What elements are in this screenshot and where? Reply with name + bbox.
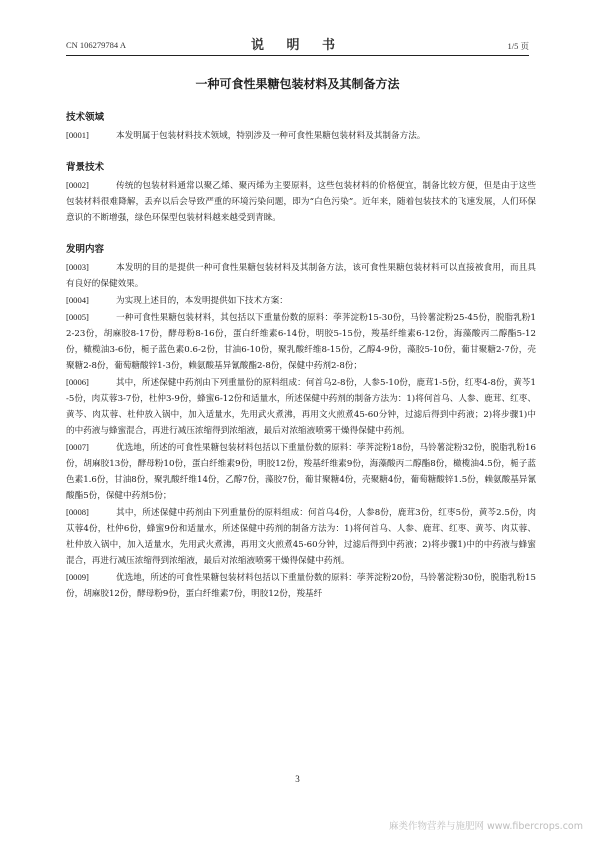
page-header bbox=[66, 36, 529, 52]
doc-type: 说 明 书 bbox=[250, 38, 345, 53]
page-indicator: 1/5 页 bbox=[507, 41, 529, 51]
page-number: 3 bbox=[295, 774, 300, 784]
paragraph bbox=[66, 127, 536, 144]
paragraph bbox=[66, 177, 536, 226]
document-title: 一种可食性果糖包装材料及其制备方法 bbox=[195, 77, 400, 91]
paragraph-text: 其中，所述保健中药剂由下列重量份的原料组成：何首乌2-8份，人参5-10份，鹿茸1-5份，红枣4-8份，黄芩1-5份，肉苁蓉3-7份，杜仲3-9份，蜂蜜6-12份和适量水，所述保健中药剂的制备方法为：1)将何首乌、人参、鹿茸、红枣、黄芩、肉苁蓉、杜仲放入锅中，加入适量水，先用武火煮沸，再用文火煎煮45-60分钟，过滤后得到中药液；2)将步骤1)中的中药液与蜂蜜混合，再进行减压浓缩得到浓缩液，最后对浓缩液喷雾干燥得保健中药剂。 bbox=[66, 378, 536, 436]
paragraph-number: [0001] bbox=[66, 130, 89, 140]
section-heading: 技术领域 bbox=[66, 112, 105, 123]
paragraph bbox=[66, 504, 536, 569]
paragraph-number: [0006] bbox=[66, 377, 89, 387]
document-body bbox=[66, 110, 536, 602]
header-divider bbox=[66, 55, 529, 56]
paragraph bbox=[66, 374, 536, 439]
paragraph-text: 本发明属于包装材料技术领域，特别涉及一种可食性果糖包装材料及其制备方法。 bbox=[116, 131, 426, 141]
paragraph-text: 为实现上述目的，本发明提供如下技术方案： bbox=[116, 296, 288, 306]
paragraph bbox=[66, 439, 536, 504]
paragraph bbox=[66, 309, 536, 374]
paragraph-text: 本发明的目的是提供一种可食性果糖包装材料及其制备方法，该可食性果糖包装材料可以直接被食用，而且具有良好的保健效果。 bbox=[66, 263, 536, 289]
paragraph-number: [0009] bbox=[66, 572, 89, 582]
watermark-text: 麻类作物营养与施肥网 www.fibercrops.com bbox=[388, 821, 583, 832]
paragraph-number: [0004] bbox=[66, 295, 89, 305]
paragraph bbox=[66, 569, 536, 602]
paragraph-number: [0003] bbox=[66, 262, 89, 272]
paragraph-number: [0005] bbox=[66, 312, 89, 322]
paragraph-text: 其中，所述保健中药剂由下列重量份的原料组成：何首乌4份，人参8份，鹿茸3份，红枣5份，黄芩2.5份，肉苁蓉4份，杜仲6份，蜂蜜9份和适量水，所述保健中药剂的制备方法为：1)将何首乌、人参、鹿茸、红枣、黄芩、肉苁蓉、杜仲放入锅中，加入适量水，先用武火煮沸，再用文火煎煮45-60分钟，过滤后得到中药液；2)将步骤1)中的中药液与蜂蜜混合，再进行减压浓缩得到浓缩液，最后对浓缩液喷雾干燥得保健中药剂。 bbox=[66, 508, 536, 566]
paragraph-number: [0002] bbox=[66, 180, 89, 190]
paragraph-number: [0008] bbox=[66, 507, 89, 517]
section-heading: 发明内容 bbox=[66, 244, 105, 255]
paragraph-text: 优选地，所述的可食性果糖包装材料包括以下重量份数的原料：荸荠淀粉18份，马铃薯淀粉32份，脱脂乳粉16份，胡麻胶13份，酵母粉10份，蛋白纤维素9份，明胶12份，羧基纤维素9份，海藻酸丙二醇酯8份，橄榄油4.5份，栀子蓝色素1.6份，甘油8份，聚乳酸纤维14份，乙醇7份，藻胶7份，葡甘聚糖4份，壳聚糖4份，葡萄糖酸锌1.5份，赖氨酸基异氰酸酯5份，保健中药剂5份； bbox=[66, 443, 536, 501]
paragraph bbox=[66, 292, 536, 309]
paragraph-text: 优选地，所述的可食性果糖包装材料包括以下重量份数的原料：荸荠淀粉20份，马铃薯淀粉30份，脱脂乳粉15份，胡麻胶12份，酵母粉9份，蛋白纤维素7份，明胶12份，羧基纤 bbox=[66, 573, 536, 599]
doc-number: CN 106279784 A bbox=[66, 40, 126, 50]
section-heading: 背景技术 bbox=[66, 162, 105, 173]
paragraph-number: [0007] bbox=[66, 442, 89, 452]
paragraph-text: 传统的包装材料通常以聚乙烯、聚丙烯为主要原料，这些包装材料的价格便宜，制备比较方便，但是由于这些包装材料很难降解，丢弃以后会导致严重的环境污染问题，即为“白色污染”。近年来，随着包装技术的飞速发展，人们环保意识的不断增强，绿色环保型包装材料越来越受到青睐。 bbox=[66, 181, 536, 223]
paragraph bbox=[66, 259, 536, 292]
paragraph-text: 一种可食性果糖包装材料，其包括以下重量份数的原料：荸荠淀粉15-30份，马铃薯淀粉25-45份，脱脂乳粉12-23份，胡麻胶8-17份，酵母粉8-16份，蛋白纤维素6-14份，明胶5-15份，羧基纤维素6-12份，海藻酸丙二醇酯5-12份，橄榄油3-6份，栀子蓝色素0.6-2份，甘油6-10份，聚乳酸纤维8-15份，乙醇4-9份，藻胶5-10份，葡甘聚糖2-7份，壳聚糖2-8份，葡萄糖酸锌1-3份，赖氨酸基异氰酸酯2-8份，保健中药剂2-8份； bbox=[66, 313, 536, 371]
